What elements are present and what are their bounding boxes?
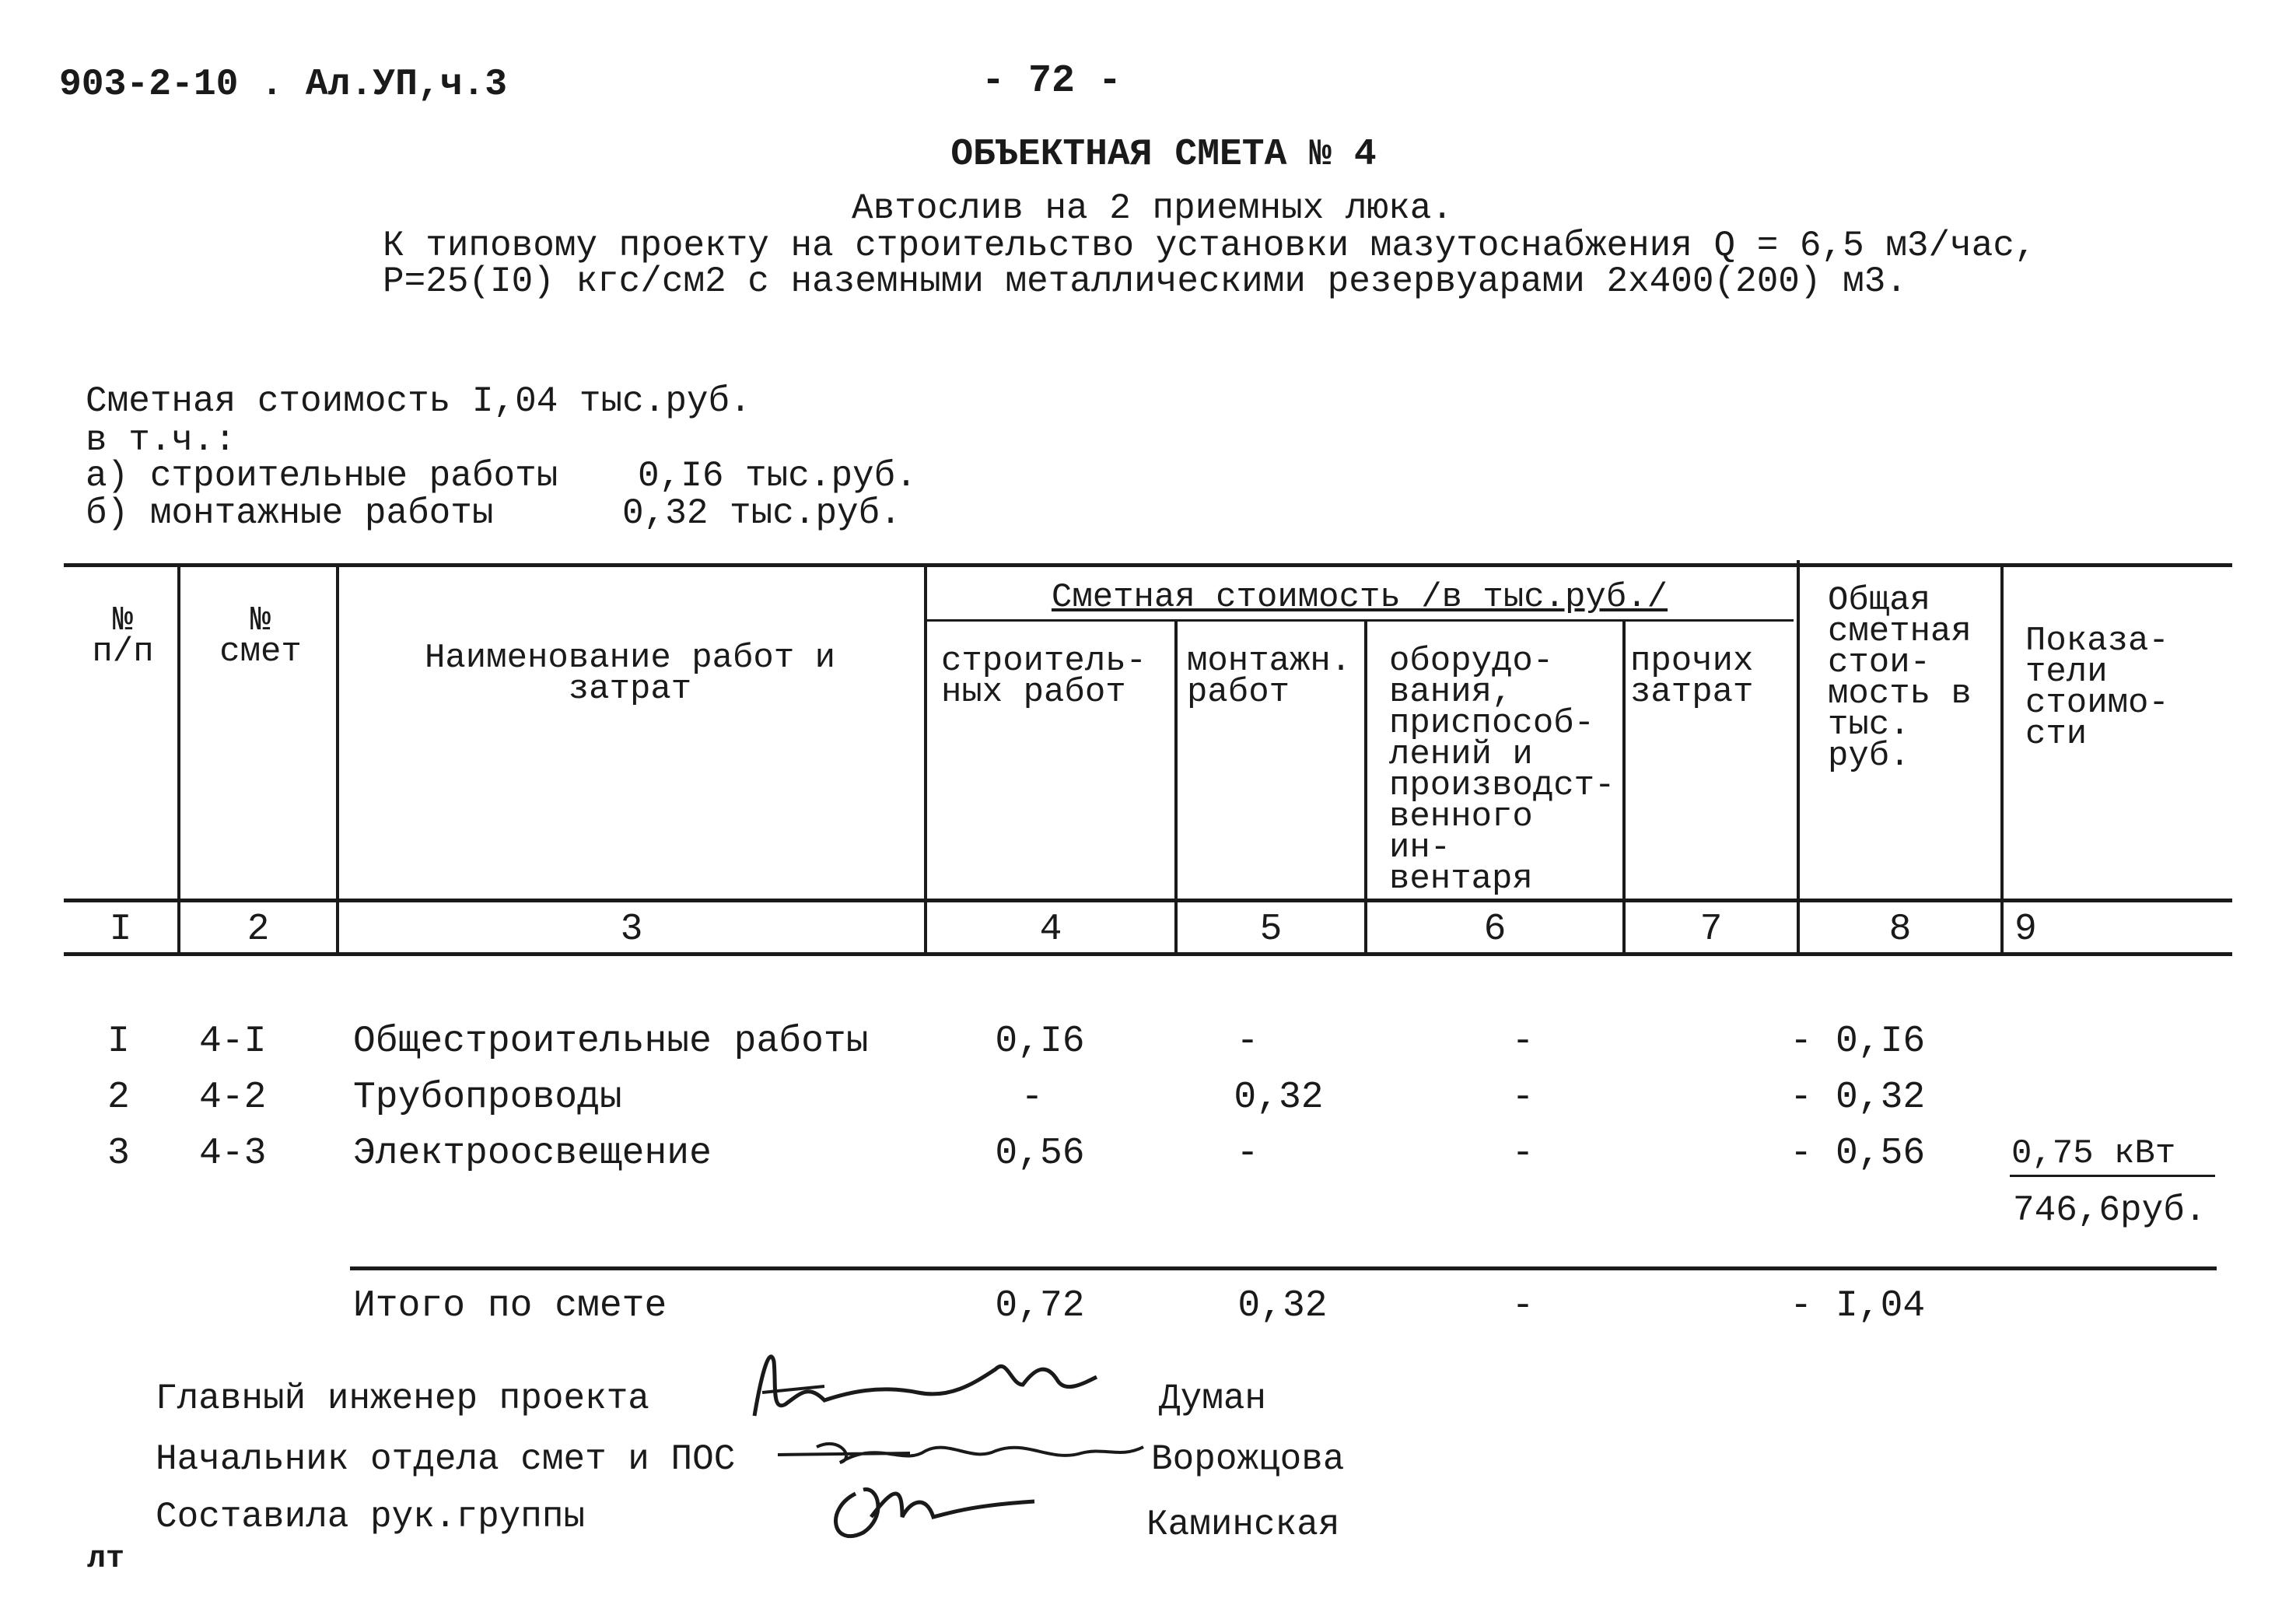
- header-total-cost: Общая сметная стои- мость в тыс. руб.: [1828, 581, 1972, 776]
- total-installation: 0,32: [1237, 1285, 1328, 1327]
- row-3-other: -: [1790, 1133, 1812, 1175]
- row-3-installation: -: [1236, 1133, 1259, 1175]
- total-label: Итого по смете: [353, 1285, 667, 1327]
- doc-code-number: 903-2-10: [59, 64, 239, 106]
- signature-scribble-3: [817, 1470, 1042, 1556]
- col-divider-7: [1797, 560, 1800, 955]
- row-1-total: 0,I6: [1836, 1021, 1926, 1063]
- description-line-2: Р=25(I0) кгс/см2 с наземными металлическими резервуарами 2х400(200) м3.: [383, 261, 1907, 302]
- column-number-rule: [64, 952, 2232, 956]
- header-equipment: оборудо- вания, приспособ- лений и производст- венного ин- вентаря: [1389, 642, 1615, 899]
- signature-role-3: Составила рук.группы: [156, 1497, 586, 1537]
- signature-scribble-1: [739, 1338, 1104, 1431]
- row-3-construction: 0,56: [995, 1133, 1085, 1175]
- row-3-number: 3: [107, 1133, 130, 1175]
- header-other: прочих затрат: [1630, 642, 1754, 712]
- signature-name-2: Ворожцова: [1151, 1439, 1345, 1480]
- description-line-1: К типовому проекту на строительство установки мазутоснабжения Q = 6,5 м3/час,: [383, 226, 2036, 266]
- signature-name-1: Думан: [1159, 1379, 1267, 1419]
- doc-part: . Ал.УП,ч.3: [261, 64, 508, 106]
- row-1-estimate: 4-I: [199, 1021, 267, 1063]
- header-construction: строитель- ных работ: [941, 642, 1147, 712]
- row-2-other: -: [1790, 1077, 1812, 1119]
- row-3-equipment: -: [1511, 1133, 1535, 1175]
- row-2-total: 0,32: [1836, 1077, 1926, 1119]
- row-2-name: Трубопроводы: [353, 1077, 622, 1119]
- row-3-name: Электроосвещение: [353, 1133, 712, 1175]
- column-number: I: [109, 909, 132, 951]
- total-rule: [350, 1266, 2217, 1270]
- row-3-indicator-power: 0,75 кВт: [2011, 1134, 2176, 1173]
- row-2-construction: -: [1020, 1077, 1044, 1119]
- column-number: 7: [1699, 909, 1723, 951]
- row-1-installation: -: [1236, 1021, 1259, 1063]
- summary-total: Сметная стоимость I,04 тыс.руб.: [86, 381, 751, 422]
- indicator-underline: [2010, 1175, 2215, 1177]
- row-1-construction: 0,I6: [995, 1021, 1085, 1063]
- row-1-other: -: [1790, 1021, 1812, 1063]
- column-number: 3: [620, 909, 643, 951]
- header-cost-group: Сметная стоимость /в тыс.руб./: [1051, 578, 1668, 617]
- header-row-number: № п/п: [92, 601, 154, 671]
- row-2-estimate: 4-2: [199, 1077, 267, 1119]
- column-number: 5: [1259, 909, 1283, 951]
- row-1-equipment: -: [1511, 1021, 1535, 1063]
- table-top-rule: [64, 563, 2232, 567]
- col-divider-8: [2000, 566, 2004, 955]
- row-1-name: Общестроительные работы: [353, 1021, 869, 1063]
- col-divider-1: [177, 566, 180, 955]
- header-bottom-rule: [64, 899, 2232, 902]
- footer-mark: лт: [87, 1542, 125, 1577]
- header-indicators: Показа- тели стоимо- сти: [2025, 622, 2169, 754]
- col-divider-4: [1174, 621, 1178, 955]
- column-number: 4: [1039, 909, 1062, 951]
- header-work-name: Наименование работ и затрат: [424, 639, 836, 709]
- column-number: 6: [1483, 909, 1507, 951]
- doc-code: [59, 64, 507, 106]
- signature-role-1: Главный инженер проекта: [156, 1379, 649, 1419]
- header-estimate-number: № смет: [219, 601, 302, 671]
- total-other: -: [1790, 1285, 1812, 1327]
- column-number: 2: [247, 909, 270, 951]
- total-construction: 0,72: [995, 1285, 1085, 1327]
- summary-b-value: 0,32 тыс.руб.: [622, 493, 901, 534]
- total-equipment: -: [1511, 1285, 1535, 1327]
- summary-incl: в т.ч.:: [86, 420, 236, 461]
- row-2-installation: 0,32: [1234, 1077, 1324, 1119]
- row-3-total: 0,56: [1836, 1133, 1926, 1175]
- total-sum: I,04: [1836, 1285, 1926, 1327]
- signature-name-3: Каминская: [1146, 1505, 1340, 1545]
- column-number: 8: [1888, 909, 1912, 951]
- row-3-indicator-cost: 746,6руб.: [2013, 1190, 2207, 1231]
- group-header-rule: [926, 619, 1794, 622]
- page-subtitle: Автослив на 2 приемных люка.: [852, 188, 1453, 229]
- signature-role-2: Начальник отдела смет и ПОС: [156, 1439, 736, 1480]
- row-3-estimate: 4-3: [199, 1133, 267, 1175]
- summary-a-value: 0,I6 тыс.руб.: [638, 456, 917, 496]
- header-installation: монтажн. работ: [1187, 642, 1352, 712]
- page-number: - 72 -: [982, 59, 1122, 103]
- summary-a-label: а) строительные работы: [86, 456, 558, 496]
- summary-b-label: б) монтажные работы: [86, 493, 494, 534]
- row-2-number: 2: [107, 1077, 130, 1119]
- col-divider-3: [924, 566, 927, 955]
- col-divider-6: [1622, 621, 1626, 955]
- col-divider-2: [336, 566, 339, 955]
- row-1-number: I: [107, 1021, 130, 1063]
- column-number: 9: [2014, 909, 2037, 951]
- row-2-equipment: -: [1511, 1077, 1535, 1119]
- page-title: ОБЪЕКТНАЯ СМЕТА № 4: [950, 134, 1377, 176]
